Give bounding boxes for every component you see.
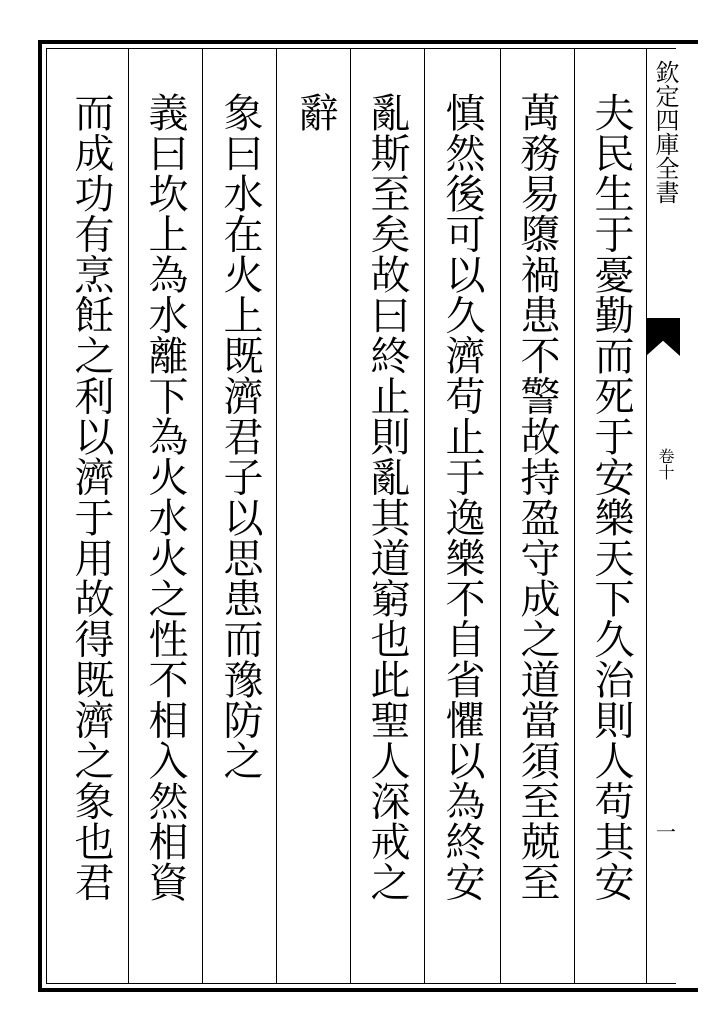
- volume-label: 卷十: [656, 448, 675, 480]
- column-rule: [350, 49, 351, 983]
- text-column-3: 慎然後可以久濟苟止于逸樂不自省懼以為終安: [439, 92, 485, 902]
- column-rule: [500, 49, 501, 983]
- column-rule: [424, 49, 425, 983]
- column-rule: [574, 49, 575, 983]
- column-rule: [128, 49, 129, 983]
- text-column-2: 萬務易隳禍患不警故持盈守成之道當須至兢至: [514, 92, 560, 902]
- text-column-1: 夫民生于憂勤而死于安樂天下久治則人苟其安: [588, 92, 634, 902]
- text-column-5: 辭: [292, 92, 338, 133]
- book-title: 欽定四庫全書: [651, 60, 679, 204]
- text-column-6: 象曰水在火上既濟君子以思患而豫防之: [217, 92, 263, 781]
- column-rule: [202, 49, 203, 983]
- text-column-8: 而成功有烹飪之利以濟于用故得既濟之象也君: [68, 92, 114, 902]
- column-rule: [646, 49, 647, 983]
- text-column-4: 亂斯至矣故曰終止則亂其道窮也此聖人深戒之: [364, 92, 410, 902]
- text-column-7: 義曰坎上為水離下為火水火之性不相入然相資: [142, 92, 188, 902]
- page-number: 一: [656, 820, 676, 844]
- column-rule: [276, 49, 277, 983]
